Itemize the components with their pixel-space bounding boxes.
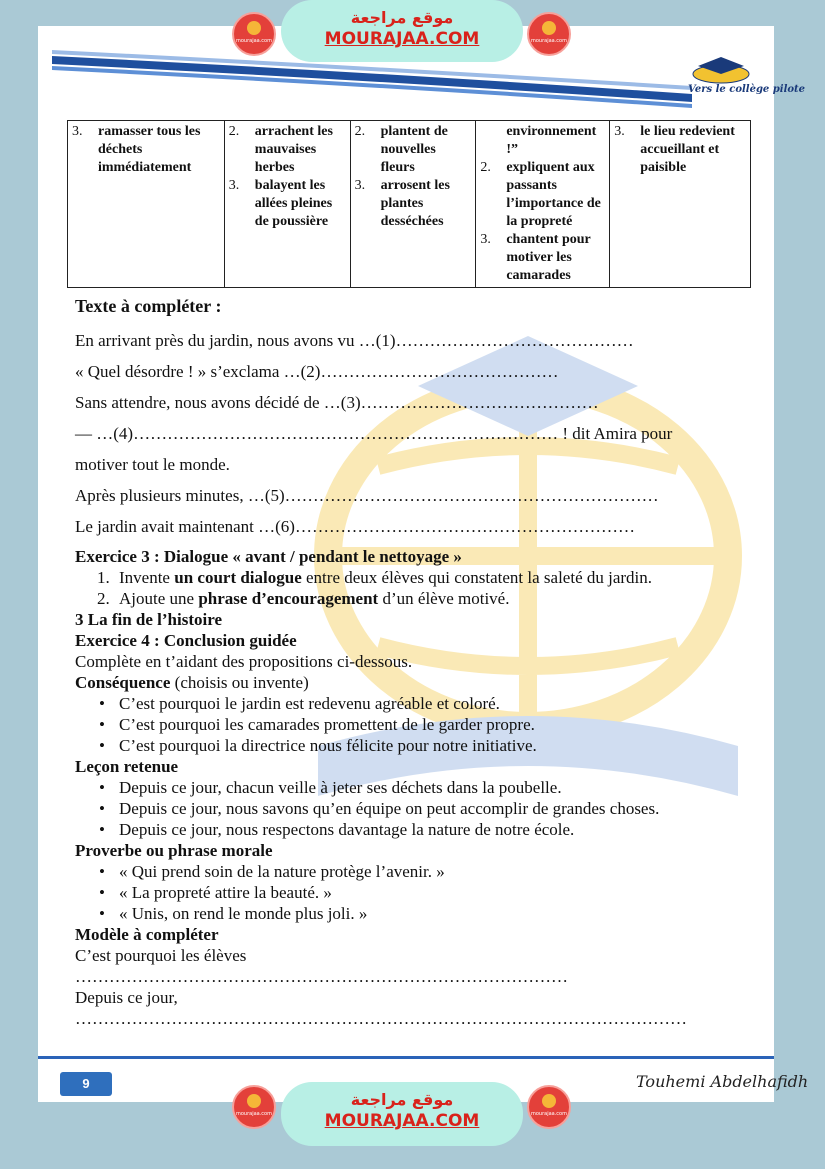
exercise-4-title: Exercice 4 : Conclusion guidée bbox=[75, 631, 297, 650]
fill-line-3: Sans attendre, nous avons décidé de …(3)…………………………………… bbox=[75, 393, 599, 412]
list-item: 3. le lieu redevient accueillant et paisible bbox=[614, 124, 735, 175]
site-logo-icon[interactable]: mourajaa.com bbox=[232, 12, 276, 56]
consequence-list bbox=[75, 693, 755, 756]
exercise-3-title: Exercice 3 : Dialogue « avant / pendant le nettoyage » bbox=[75, 547, 462, 566]
list-item: environnement !” bbox=[506, 124, 597, 157]
list-item: 2. arrachent les mauvaises herbes bbox=[228, 124, 333, 175]
list-item: 2. plantent de nouvelles fleurs bbox=[354, 124, 448, 175]
proverbe-list bbox=[75, 861, 755, 924]
modele-dots-1: …………………………………………………………………………… bbox=[75, 967, 568, 986]
list-item: 3. ramasser tous les déchets immédiatement bbox=[72, 124, 201, 175]
fill-line-6: Après plusieurs minutes, …(5)………………………………………………………… bbox=[75, 486, 659, 505]
table-cell bbox=[224, 121, 350, 288]
document-page bbox=[38, 26, 809, 1102]
modele-line-2: Depuis ce jour, bbox=[75, 988, 178, 1007]
site-name-arabic: موقع مراجعة bbox=[350, 8, 454, 27]
site-link[interactable]: MOURAJAA.COM bbox=[324, 29, 480, 49]
table-cell bbox=[610, 121, 751, 288]
fill-line-4: — …(4)………………………………………………………………… ! dit Amira pour bbox=[75, 424, 673, 443]
site-badge-top[interactable] bbox=[281, 0, 523, 62]
fill-line-5: motiver tout le monde. bbox=[75, 455, 230, 474]
exercise-3-list bbox=[75, 567, 755, 609]
table-cell bbox=[68, 121, 225, 288]
list-item: 2. expliquent aux passants l’importance de la propreté bbox=[480, 160, 601, 229]
texte-title: Texte à compléter : bbox=[75, 296, 222, 316]
modele-dots-2: ……………………………………………………………………………………………… bbox=[75, 1009, 687, 1028]
modele-line-1: C’est pourquoi les élèves bbox=[75, 946, 247, 965]
site-logo-icon[interactable]: mourajaa.com bbox=[232, 1085, 276, 1129]
list-item: • Depuis ce jour, nous savons qu’en équipe on peut accomplir de grandes choses. bbox=[75, 798, 755, 819]
list-item: • C’est pourquoi la directrice nous félicite pour notre initiative. bbox=[75, 735, 755, 756]
header-logo bbox=[686, 54, 806, 106]
site-logo-icon[interactable]: mourajaa.com bbox=[527, 1085, 571, 1129]
list-item: • « Qui prend soin de la nature protège l’avenir. » bbox=[75, 861, 755, 882]
globe-cap-icon bbox=[686, 54, 756, 84]
page-number: 9 bbox=[60, 1072, 112, 1096]
list-item: 3. balayent les allées pleines de poussière bbox=[228, 178, 333, 229]
table-cell bbox=[350, 121, 476, 288]
modele-heading: Modèle à compléter bbox=[75, 925, 219, 944]
list-item: • « Unis, on rend le monde plus joli. » bbox=[75, 903, 755, 924]
site-link[interactable]: MOURAJAA.COM bbox=[324, 1111, 480, 1131]
site-name-arabic: موقع مراجعة bbox=[350, 1090, 454, 1109]
activities-table bbox=[67, 120, 751, 288]
main-content bbox=[75, 292, 755, 1029]
list-item: 1. Invente un court dialogue entre deux élèves qui constatent la saleté du jardin. bbox=[97, 568, 653, 587]
lecon-list bbox=[75, 777, 755, 840]
list-item: • Depuis ce jour, chacun veille à jeter ses déchets dans la poubelle. bbox=[75, 777, 755, 798]
table-cell bbox=[476, 121, 610, 288]
fill-line-2: « Quel désordre ! » s’exclama …(2)…………………………………… bbox=[75, 362, 559, 381]
site-badge-bottom[interactable] bbox=[281, 1082, 523, 1146]
author-signature: Touhemi Abdelhafidh bbox=[636, 1072, 809, 1091]
list-item: • « La propreté attire la beauté. » bbox=[75, 882, 755, 903]
list-item: • Depuis ce jour, nous respectons davantage la nature de notre école. bbox=[75, 819, 755, 840]
list-item: • C’est pourquoi le jardin est redevenu agréable et coloré. bbox=[75, 693, 755, 714]
header-logo-text: Vers le collège pilote bbox=[688, 84, 806, 95]
list-item: • C’est pourquoi les camarades promettent de le garder propre. bbox=[75, 714, 755, 735]
consequence-heading: Conséquence (choisis ou invente) bbox=[75, 673, 309, 692]
list-item: 2. Ajoute une phrase d’encouragement d’un élève motivé. bbox=[97, 589, 510, 608]
list-item: 3. chantent pour motiver les camarades bbox=[480, 232, 591, 283]
table-row bbox=[68, 121, 751, 288]
list-item: 3. arrosent les plantes desséchées bbox=[354, 178, 450, 229]
section-3-title: 3 La fin de l’histoire bbox=[75, 610, 223, 629]
site-logo-icon[interactable]: mourajaa.com bbox=[527, 12, 571, 56]
fill-line-7: Le jardin avait maintenant …(6)…………………………………………………… bbox=[75, 517, 635, 536]
fill-line-1: En arrivant près du jardin, nous avons vu …(1)…………………………………… bbox=[75, 331, 634, 350]
exercise-4-intro: Complète en t’aidant des propositions ci-dessous. bbox=[75, 652, 413, 671]
proverbe-heading: Proverbe ou phrase morale bbox=[75, 841, 273, 860]
lecon-heading: Leçon retenue bbox=[75, 757, 179, 776]
